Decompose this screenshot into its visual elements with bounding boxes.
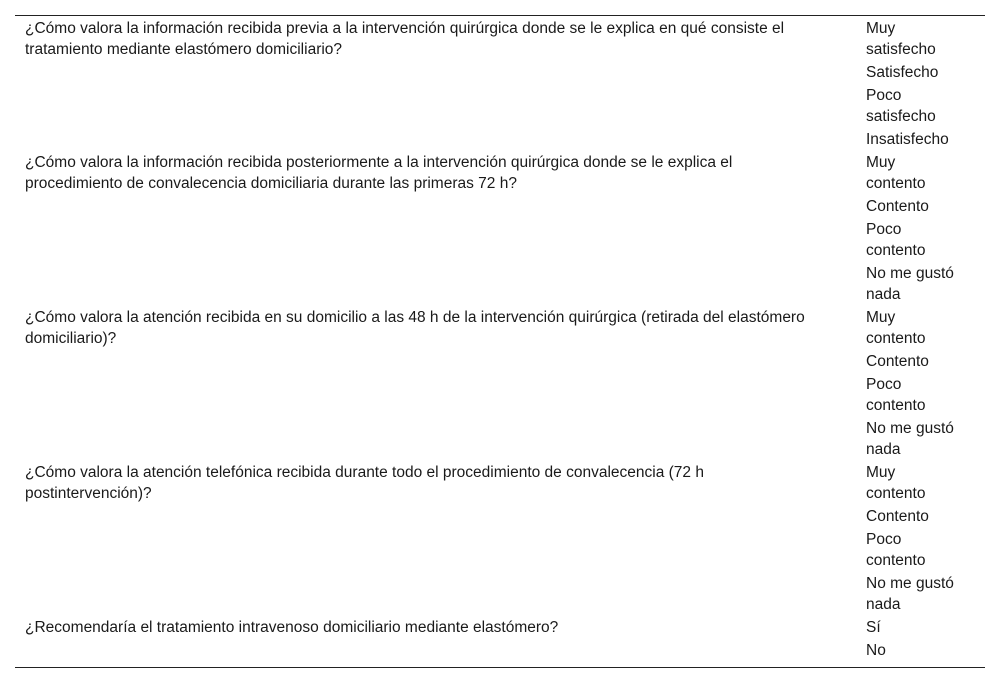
answer-option: Muy satisfecho [866,20,936,58]
answer-options [856,617,985,663]
answer-options [856,18,985,152]
answer-option: No me gustó nada [866,575,954,613]
question-row-3 [15,307,985,462]
answer-option: Muy contento [866,309,926,347]
answer-option: Contento [866,353,929,370]
survey-table [15,15,985,668]
answer-option: Insatisfecho [866,131,949,148]
answer-options [856,307,985,462]
answer-option: No me gustó nada [866,265,954,303]
answer-option: Sí [866,619,881,636]
answer-option: No me gustó nada [866,420,954,458]
answer-option: No [866,642,886,659]
question-row-5 [15,617,985,663]
answer-option: Poco satisfecho [866,87,936,125]
answer-option: Muy contento [866,464,926,502]
answer-options [856,462,985,617]
question-row-2 [15,152,985,307]
question-row-1 [15,18,985,152]
question-text: ¿Recomendaría el tratamiento intravenoso domiciliario mediante elastómero? [25,619,559,636]
answer-option: Muy contento [866,154,926,192]
question-text: ¿Cómo valora la atención telefónica recibida durante todo el procedimiento de convalecencia (72 h postintervención)? [25,464,704,502]
question-text: ¿Cómo valora la información recibida previa a la intervención quirúrgica donde se le explica en qué consiste el tratamiento mediante elastómero domiciliario? [25,20,785,58]
answer-option: Poco contento [866,376,926,414]
question-text: ¿Cómo valora la atención recibida en su domicilio a las 48 h de la intervención quirúrgica (retirada del elastómero domiciliario)? [25,309,805,347]
answer-option: Contento [866,508,929,525]
answer-option: Satisfecho [866,64,939,81]
question-row-4 [15,462,985,617]
answer-option: Contento [866,198,929,215]
question-text: ¿Cómo valora la información recibida posteriormente a la intervención quirúrgica donde se le explica el procedimiento de convalecencia domiciliaria durante las primeras 72 h? [25,154,733,192]
answer-options [856,152,985,307]
answer-option: Poco contento [866,531,926,569]
answer-option: Poco contento [866,221,926,259]
